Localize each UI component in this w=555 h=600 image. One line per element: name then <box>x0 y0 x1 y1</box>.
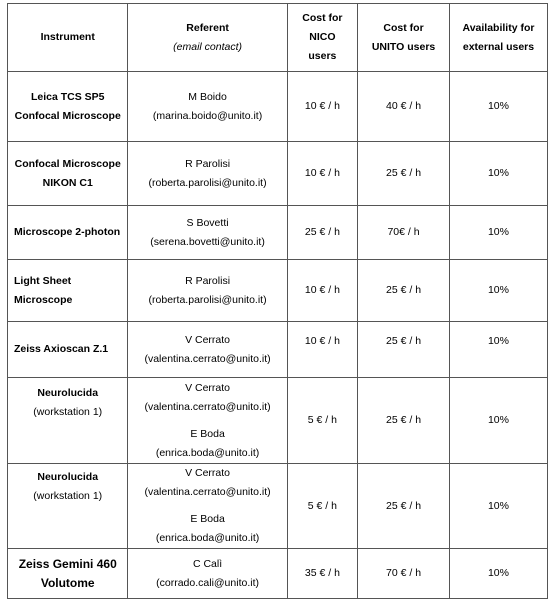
instrument-name-line: NIKON C1 <box>42 176 93 189</box>
table-row <box>8 206 548 260</box>
instrument-name-line: Neurolucida <box>37 471 99 483</box>
instrument-name-line: Zeiss Axioscan Z.1 <box>14 343 109 355</box>
header-referent-label: Referent <box>186 21 229 34</box>
instrument-name-line: Volutome <box>40 575 95 590</box>
cost-unito-cell: 25 € / h <box>358 322 450 378</box>
referent-cell <box>128 549 287 599</box>
availability-cell: 10% <box>449 464 547 549</box>
referent-email: (roberta.parolisi@unito.it) <box>148 176 267 189</box>
instrument-name-line: Confocal Microscope <box>14 109 121 122</box>
header-cost-nico-line-3: users <box>308 50 337 62</box>
cost-nico-cell: 5 € / h <box>287 464 357 549</box>
cost-unito-cell: 40 € / h <box>358 72 450 142</box>
header-cost-unito-line-1: Cost for <box>383 21 424 34</box>
table-row <box>8 464 548 549</box>
cost-nico-cell: 10 € / h <box>287 322 357 378</box>
referent-name: V Cerrato <box>185 333 231 346</box>
header-cost-unito <box>358 4 450 72</box>
instrument-name-line: Zeiss Gemini 460 <box>18 556 117 571</box>
instrument-cell <box>8 206 128 260</box>
availability-cell: 10% <box>449 549 547 599</box>
instrument-name-line: Neurolucida <box>37 387 99 399</box>
referent-email: (enrica.boda@unito.it) <box>155 446 260 459</box>
referent-name: M Boido <box>188 90 227 103</box>
cost-unito-cell: 25 € / h <box>358 378 450 464</box>
instrument-cell <box>8 142 128 206</box>
referent-cell <box>128 464 287 549</box>
referent-email: (serena.bovetti@unito.it) <box>150 235 265 248</box>
instrument-name-line: Leica TCS SP5 <box>30 90 105 103</box>
referent-name: R Parolisi <box>185 274 231 287</box>
referent-name: V Cerrato <box>185 467 231 479</box>
instrument-cell <box>8 549 128 599</box>
instrument-name-line: Microscope 2-photon <box>14 226 121 238</box>
referent-cell <box>128 206 287 260</box>
header-row <box>8 4 548 72</box>
table-row <box>8 378 548 464</box>
cost-nico-cell: 10 € / h <box>287 260 357 322</box>
cost-nico-cell: 10 € / h <box>287 142 357 206</box>
table-row <box>8 549 548 599</box>
referent-name: V Cerrato <box>185 381 231 394</box>
availability-cell: 10% <box>449 206 547 260</box>
cost-nico-cell: 25 € / h <box>287 206 357 260</box>
referent-cell <box>128 322 287 378</box>
referent-email: (valentina.cerrato@unito.it) <box>144 486 271 498</box>
table-row <box>8 322 548 378</box>
header-availability-line-2: external users <box>462 40 535 53</box>
instrument-cell <box>8 464 128 549</box>
instrument-cell <box>8 322 128 378</box>
instrument-name-line: Light Sheet <box>14 274 72 287</box>
instrument-cell <box>8 72 128 142</box>
header-referent-sub: (email contact) <box>173 40 242 53</box>
availability-cell: 10% <box>449 142 547 206</box>
header-cost-unito-line-2: UNITO users <box>371 40 436 53</box>
instrument-cell <box>8 260 128 322</box>
instrument-name-line: Confocal Microscope <box>14 157 121 170</box>
header-availability <box>449 4 547 72</box>
cost-unito-cell: 25 € / h <box>358 142 450 206</box>
availability-cell: 10% <box>449 260 547 322</box>
cost-nico-cell: 10 € / h <box>287 72 357 142</box>
header-availability-line-1: Availability for <box>462 21 535 34</box>
cost-nico-cell: 5 € / h <box>287 378 357 464</box>
referent-cell <box>128 260 287 322</box>
referent-email: (roberta.parolisi@unito.it) <box>148 293 267 306</box>
instrument-cell <box>8 378 128 464</box>
cost-unito-cell: 25 € / h <box>358 464 450 549</box>
cost-nico-cell: 35 € / h <box>287 549 357 599</box>
referent-name: R Parolisi <box>185 157 231 170</box>
header-cost-nico-line-1: Cost for <box>302 12 343 24</box>
referent-email: (valentina.cerrato@unito.it) <box>144 400 271 413</box>
cost-unito-cell: 25 € / h <box>358 260 450 322</box>
referent-name: E Boda <box>190 427 225 440</box>
header-referent <box>128 4 287 72</box>
referent-email: (marina.boido@unito.it) <box>152 109 263 122</box>
table-row <box>8 260 548 322</box>
instrument-name-line: Microscope <box>14 293 73 306</box>
availability-cell: 10% <box>449 322 547 378</box>
header-instrument <box>8 4 128 72</box>
referent-email: (enrica.boda@unito.it) <box>155 532 260 544</box>
availability-cell: 10% <box>449 72 547 142</box>
referent-name: S Bovetti <box>186 216 229 229</box>
instrument-sub-line: (workstation 1) <box>33 406 103 418</box>
header-cost-nico <box>287 4 357 72</box>
referent-name: C Calì <box>192 557 223 570</box>
instrument-sub-line: (workstation 1) <box>33 490 103 502</box>
referent-name: E Boda <box>190 513 225 525</box>
cost-unito-cell: 70€ / h <box>358 206 450 260</box>
table-row <box>8 142 548 206</box>
header-instrument-label: Instrument <box>40 31 95 43</box>
referent-cell <box>128 72 287 142</box>
referent-email: (valentina.cerrato@unito.it) <box>144 352 271 365</box>
header-cost-nico-line-2: NICO <box>309 31 336 43</box>
referent-email: (corrado.cali@unito.it) <box>156 576 259 589</box>
referent-cell <box>128 378 287 464</box>
referent-cell <box>128 142 287 206</box>
availability-cell: 10% <box>449 378 547 464</box>
instruments-table <box>7 3 548 599</box>
table-row <box>8 72 548 142</box>
cost-unito-cell: 70 € / h <box>358 549 450 599</box>
